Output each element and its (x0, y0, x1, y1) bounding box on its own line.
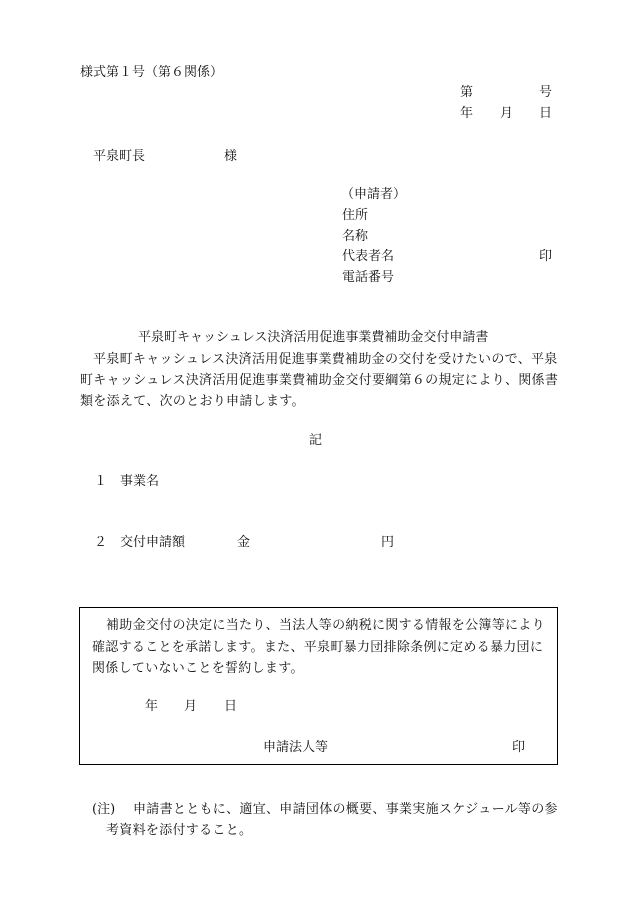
intro-line: 類を添えて、次のとおり申請します。 (80, 394, 305, 409)
item-number: １ (94, 474, 108, 489)
date-year: 年 (460, 106, 474, 121)
applicant-address-label: 住所 (342, 208, 369, 223)
currency-prefix: 金 (237, 535, 251, 550)
note-label: (注) (92, 802, 116, 817)
note-line: 考資料を添付すること。 (106, 823, 253, 838)
item-number: ２ (94, 535, 108, 550)
applicant-heading: （申請者） (341, 187, 407, 202)
form-number: 様式第１号（第６関係） (80, 65, 224, 80)
applicant-representative-label: 代表者名 (342, 249, 395, 264)
document-title: 平泉町キャッシュレス決済活用促進事業費補助金交付申請書 (138, 330, 489, 345)
consent-seal: 印 (512, 740, 526, 755)
date-month: 月 (500, 106, 514, 121)
applicant-seal: 印 (539, 249, 553, 264)
doc-number-prefix: 第 (460, 85, 474, 100)
note-line: 申請書とともに、適宜、申請団体の概要、事業実施スケジュール等の参 (133, 802, 558, 817)
intro-line: 町キャッシュレス決済活用促進事業費補助金交付要綱第６の規定により、関係書 (80, 373, 559, 388)
item-label-requested-amount: 交付申請額 (120, 535, 186, 550)
consent-line: 関係していないことを誓約します。 (92, 661, 304, 676)
date-day: 日 (539, 106, 553, 121)
consent-date-month: 月 (184, 699, 198, 714)
ki-marker: 記 (309, 433, 323, 448)
doc-number-suffix: 号 (539, 85, 553, 100)
applicant-name-label: 名称 (342, 229, 369, 244)
item-label-project-name: 事業名 (120, 474, 160, 489)
intro-line: 平泉町キャッシュレス決済活用促進事業費補助金の交付を受けたいので、平泉 (93, 352, 558, 367)
consent-line: 補助金交付の決定に当たり、当法人等の納税に関する情報を公簿等により (106, 618, 545, 633)
currency-suffix: 円 (381, 535, 395, 550)
consent-date-year: 年 (145, 699, 159, 714)
consent-date-day: 日 (224, 699, 238, 714)
consent-line: 確認することを承諾します。また、平泉町暴力団排除条例に定める暴力団に (92, 640, 544, 655)
consent-signer-label: 申請法人等 (263, 740, 329, 755)
applicant-phone-label: 電話番号 (342, 270, 395, 285)
addressee-honorific: 様 (224, 149, 238, 164)
addressee-name: 平泉町長 (93, 149, 146, 164)
